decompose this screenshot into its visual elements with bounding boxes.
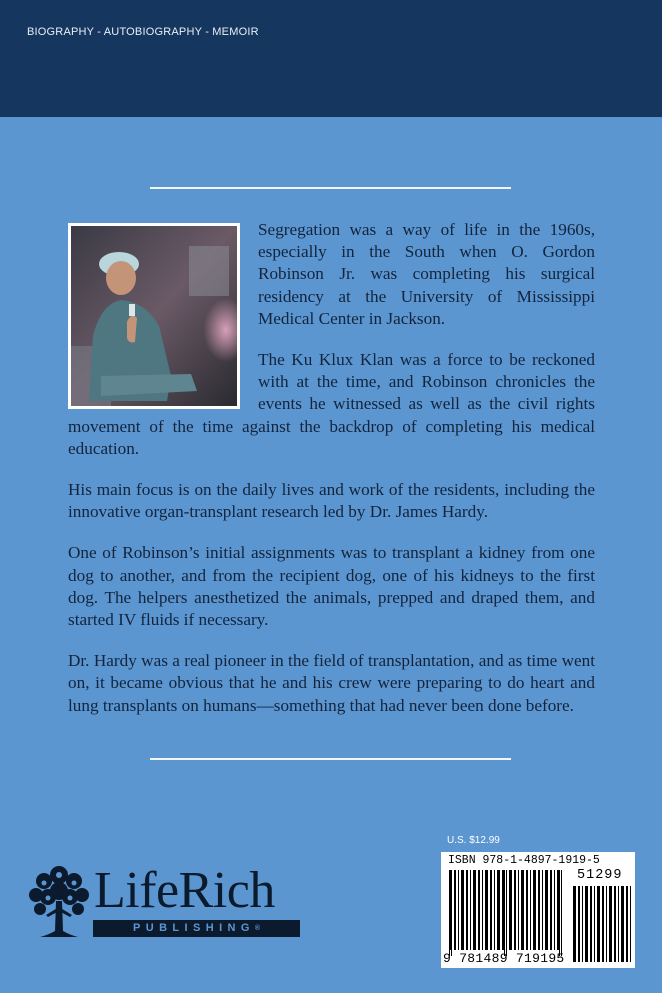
author-photo	[68, 223, 240, 409]
publisher-logo	[26, 861, 306, 943]
publisher-name: LifeRich	[94, 862, 275, 919]
registered-mark: ®	[254, 925, 260, 932]
top-divider	[150, 187, 511, 189]
isbn-barcode	[441, 852, 635, 968]
bottom-divider	[150, 758, 511, 760]
paragraph-4: One of Robinson’s initial assignments was to transplant a kidney from one dog to another, and from the recipient dog, one of his kidneys to the first dog. The helpers anesthetized the animals, prepped and draped them, and started IV fluids if necessary.	[68, 543, 595, 630]
price-addon-code: 51299	[577, 868, 623, 883]
paragraph-5: Dr. Hardy was a real pioneer in the field of transplantation, and as time went on, it became obvious that he and his crew were preparing to do heart and lung transplants on humans—something that had never been done before.	[68, 651, 595, 715]
paragraph-1: Segregation was a way of life in the 1960s, especially in the South when O. Gordon Robinson Jr. was completing his surgical residency at the University of Mississippi Medical Center in Jackson.	[258, 220, 595, 328]
top-band	[0, 0, 662, 117]
paragraph-2: The Ku Klux Klan was a force to be reckoned with at the time, and Robinson chronicles the events he witnessed as well as the civil rights movement of the time against the backdrop of completing his medical education.	[68, 350, 595, 458]
tree-icon	[26, 861, 92, 941]
isbn-number: ISBN 978-1-4897-1919-5	[448, 854, 600, 867]
category-label: BIOGRAPHY - AUTOBIOGRAPHY - MEMOIR	[27, 26, 259, 38]
paragraph-3: His main focus is on the daily lives and work of the residents, including the innovative organ-transplant research led by Dr. James Hardy.	[68, 480, 595, 522]
price-label: U.S. $12.99	[447, 835, 500, 846]
ean-number: 9 781489 719195	[443, 951, 565, 966]
publisher-subtitle: PUBLISHING®	[93, 920, 300, 937]
blurb	[68, 219, 595, 736]
